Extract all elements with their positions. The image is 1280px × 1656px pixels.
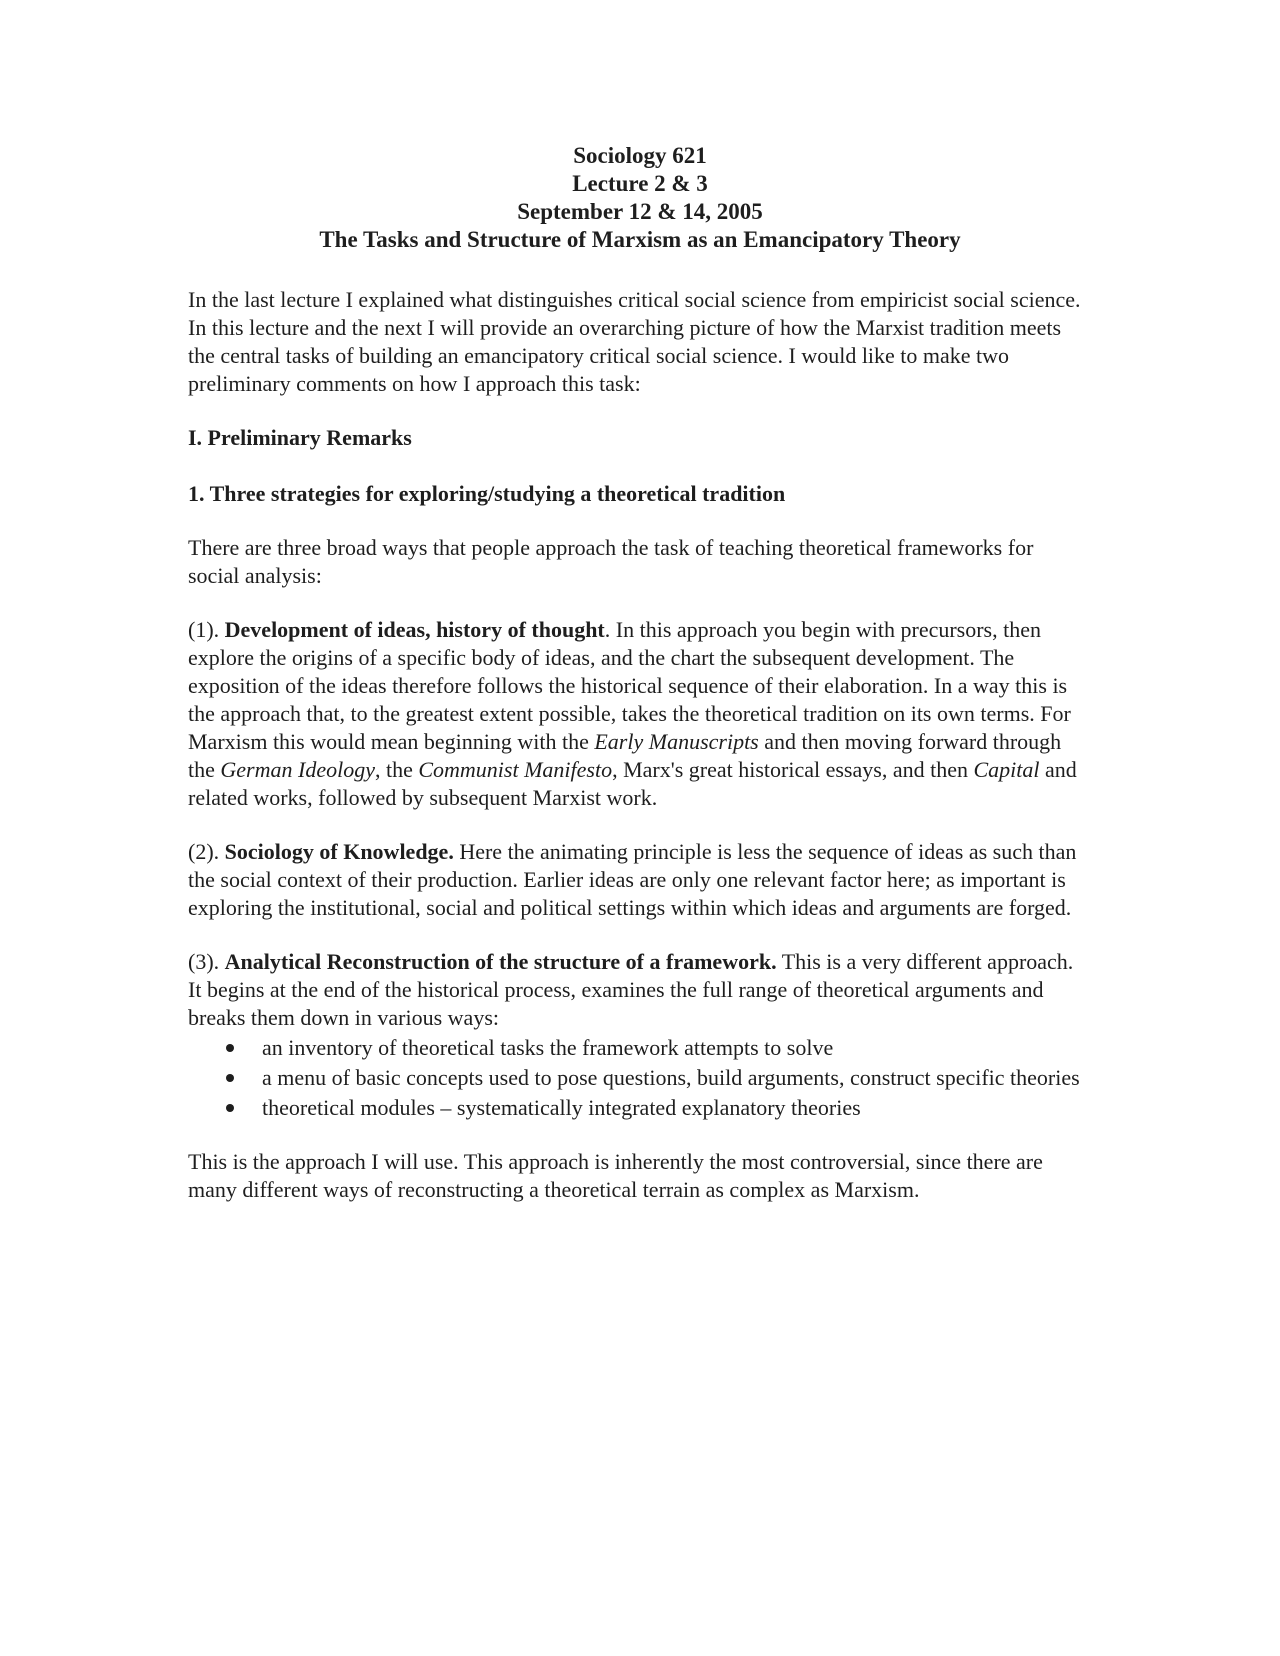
- approach-2-text: Here the animating principle is less the sequence of ideas as such than the social context of their production. Earlier ideas are only one relevant factor here; as important is exploring the institutional, social and political settings within which ideas and arguments are forged.: [188, 839, 1077, 920]
- list-item: [226, 1034, 1088, 1062]
- approach-2-number: (2).: [188, 839, 225, 864]
- list-item: [226, 1064, 1088, 1092]
- approach-1-text-5: and related works, followed by subsequent Marxist work.: [188, 757, 1077, 810]
- approach-1-number: (1).: [188, 617, 225, 642]
- intro-paragraph: In the last lecture I explained what distinguishes critical social science from empiricist social science. In this lecture and the next I will provide an overarching picture of how the Marxist tradition meets the central tasks of building an emancipatory critical social science. I would like to make two preliminary comments on how I approach this task:: [188, 287, 1081, 396]
- bullet-text: a menu of basic concepts used to pose questions, build arguments, construct specific theories: [262, 1065, 1080, 1090]
- approach-1-text-3: , the: [374, 757, 419, 782]
- approach-3-number: (3).: [188, 949, 225, 974]
- work-title-early-manuscripts: Early Manuscripts: [594, 729, 759, 754]
- approach-3-text: This is a very different approach. It begins at the end of the historical process, examines the full range of theoretical arguments and breaks them down in various ways:: [188, 949, 1074, 1030]
- bullet-icon: [226, 1074, 234, 1082]
- bullet-icon: [226, 1044, 234, 1052]
- strategies-lead-paragraph: There are three broad ways that people approach the task of teaching theoretical frameworks for social analysis:: [188, 535, 1034, 588]
- bullet-text: an inventory of theoretical tasks the framework attempts to solve: [262, 1035, 834, 1060]
- work-title-communist-manifesto: Communist Manifesto: [418, 757, 613, 782]
- approach-1-heading: Development of ideas, history of thought: [224, 617, 605, 642]
- list-item: [226, 1094, 1088, 1122]
- approach-2-heading: Sociology of Knowledge.: [224, 839, 454, 864]
- section-heading: I. Preliminary Remarks: [188, 425, 412, 450]
- document-header: [0, 142, 1280, 254]
- lecture-title: The Tasks and Structure of Marxism as an Emancipatory Theory: [319, 227, 961, 252]
- bullet-icon: [226, 1104, 234, 1112]
- lecture-date: September 12 & 14, 2005: [517, 199, 763, 224]
- lecture-number: Lecture 2 & 3: [572, 171, 708, 196]
- work-title-capital: Capital: [973, 757, 1040, 782]
- work-title-german-ideology: German Ideology: [220, 757, 375, 782]
- approach-3-heading: Analytical Reconstruction of the structure of a framework.: [224, 949, 777, 974]
- approach-2-paragraph: [188, 838, 1088, 922]
- approach-3-paragraph: [188, 948, 1088, 1032]
- course-title: Sociology 621: [573, 143, 707, 168]
- document-body: [188, 286, 1088, 1204]
- approach-1-text-4: , Marx's great historical essays, and then: [612, 757, 974, 782]
- approach-1-paragraph: [188, 616, 1088, 812]
- closing-paragraph: This is the approach I will use. This approach is inherently the most controversial, since there are many different ways of reconstructing a theoretical terrain as complex as Marxism.: [188, 1149, 1043, 1202]
- approach-1-text-1: . In this approach you begin with precursors, then explore the origins of a specific body of ideas, and the chart the subsequent development. The exposition of the ideas therefore follows the historical sequence of their elaboration. In a way this is the approach that, to the greatest extent possible, takes the theoretical tradition on its own terms. For Marxism this would mean beginning with the: [188, 617, 1071, 754]
- bullet-text: theoretical modules – systematically integrated explanatory theories: [262, 1095, 861, 1120]
- subsection-heading: 1. Three strategies for exploring/studying a theoretical tradition: [188, 481, 786, 506]
- approach-1-text-2: and then moving forward through the: [188, 729, 1062, 782]
- approach-3-bullet-list: [188, 1034, 1088, 1122]
